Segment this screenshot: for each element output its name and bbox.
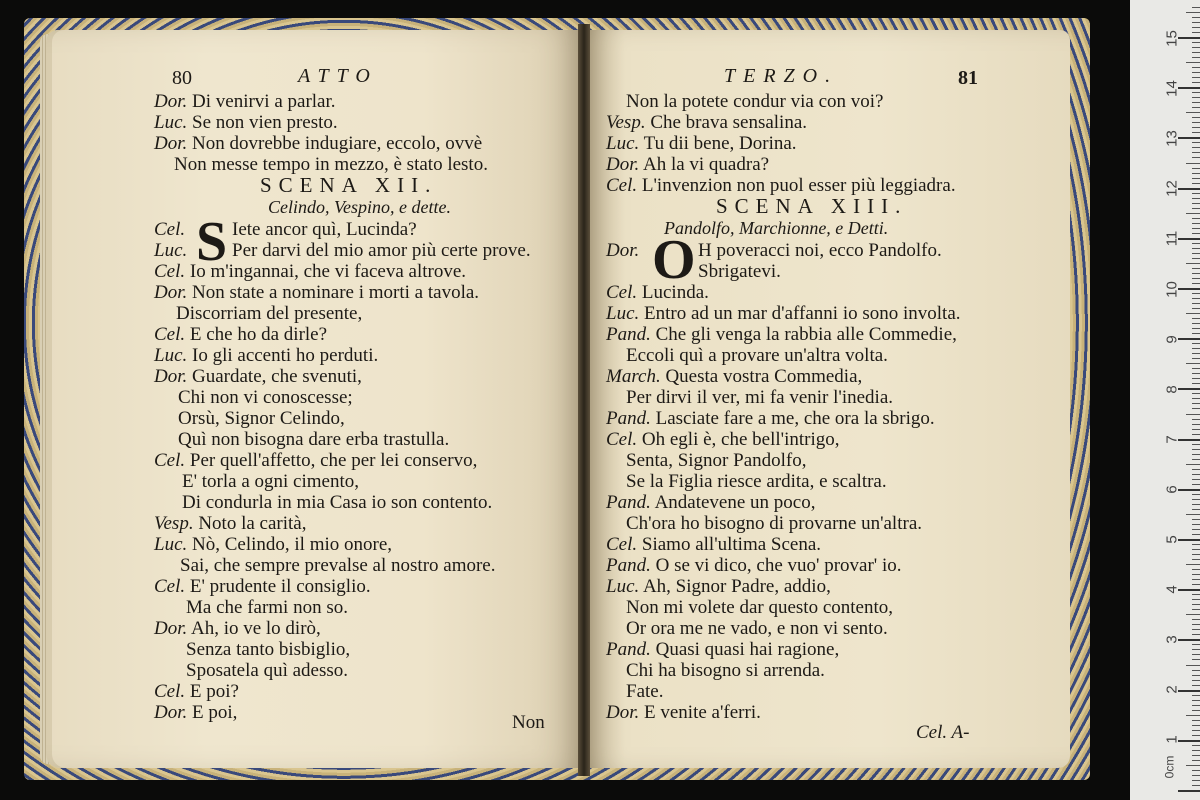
ruler-tick: [1192, 504, 1200, 505]
ruler-tick: [1186, 112, 1200, 113]
ruler-tick: [1192, 755, 1200, 756]
ruler-tick: [1192, 569, 1200, 570]
ruler-tick: [1192, 308, 1200, 309]
ruler-tick: [1192, 203, 1200, 204]
ruler-tick: [1192, 479, 1200, 480]
ruler-tick: [1178, 87, 1200, 89]
ruler-tick: [1192, 278, 1200, 279]
ruler-tick: [1192, 168, 1200, 169]
text-line: March. Questa vostra Commedia,: [606, 366, 863, 387]
text-line: Dor. Ah, io ve lo dirò,: [154, 618, 321, 639]
text-line: Senta, Signor Pandolfo,: [626, 450, 807, 471]
ruler-tick: [1192, 554, 1200, 555]
ruler-tick: [1192, 353, 1200, 354]
ruler-tick: [1192, 494, 1200, 495]
ruler-tick: [1192, 253, 1200, 254]
text-line: Ma che farmi non so.: [186, 597, 348, 618]
ruler-label: 9: [1163, 335, 1181, 344]
ruler-tick: [1192, 147, 1200, 148]
ruler-tick: [1192, 434, 1200, 435]
ruler-tick: [1192, 32, 1200, 33]
ruler-label: 3: [1163, 635, 1181, 644]
text-line: Or ora me ne vado, e non vi sento.: [626, 618, 888, 639]
text-line: Dor.: [606, 240, 640, 261]
ruler-label: 13: [1163, 130, 1181, 147]
catchword: Cel. A-: [916, 722, 970, 743]
ruler-tick: [1192, 393, 1200, 394]
ruler-tick: [1192, 67, 1200, 68]
ruler-tick: [1192, 760, 1200, 761]
text-line: Non la potete condur via con voi?: [626, 91, 884, 112]
ruler-tick: [1178, 439, 1200, 441]
text-line: Pand. Che gli venga la rabbia alle Commedie,: [606, 324, 957, 345]
ruler-tick: [1192, 243, 1200, 244]
ruler-tick: [1192, 27, 1200, 28]
ruler-tick: [1192, 519, 1200, 520]
text-line: Dor. Non dovrebbe indugiare, eccolo, ovvè: [154, 133, 483, 154]
ruler-tick: [1186, 213, 1200, 214]
left-page: [46, 30, 584, 768]
text-line: Cel. Oh egli è, che bell'intrigo,: [606, 429, 840, 450]
ruler-tick: [1192, 484, 1200, 485]
ruler-tick: [1192, 654, 1200, 655]
ruler-tick: [1192, 549, 1200, 550]
text-line: Luc.: [154, 240, 188, 261]
page-number: 80: [172, 67, 192, 89]
ruler-tick: [1192, 82, 1200, 83]
book-gutter: [578, 24, 590, 776]
ruler-tick: [1192, 710, 1200, 711]
ruler-tick: [1192, 107, 1200, 108]
text-line: Vesp. Noto la carità,: [154, 513, 307, 534]
ruler-tick: [1192, 157, 1200, 158]
text-line: Quì non bisogna dare erba trastulla.: [178, 429, 450, 450]
text-line: Sbrigatevi.: [698, 261, 781, 282]
ruler-tick: [1192, 358, 1200, 359]
ruler-tick: [1192, 378, 1200, 379]
ruler-tick: [1192, 268, 1200, 269]
ruler-tick: [1192, 604, 1200, 605]
running-header: ATTO: [298, 65, 378, 87]
ruler-label: 15: [1163, 30, 1181, 47]
ruler-tick: [1192, 644, 1200, 645]
running-header: TERZO.: [724, 65, 839, 87]
text-line: Iete ancor quì, Lucinda?: [232, 219, 417, 240]
ruler-tick: [1178, 690, 1200, 692]
ruler-tick: [1192, 670, 1200, 671]
text-line: Non messe tempo in mezzo, è stato lesto.: [174, 154, 488, 175]
ruler-tick: [1192, 685, 1200, 686]
ruler-tick: [1192, 7, 1200, 8]
ruler-tick: [1178, 790, 1200, 792]
text-line: Fate.: [626, 681, 664, 702]
ruler-tick: [1192, 454, 1200, 455]
ruler-tick: [1192, 223, 1200, 224]
ruler-label: 4: [1163, 585, 1181, 594]
ruler-tick: [1192, 117, 1200, 118]
text-line: Dor. Guardate, che svenuti,: [154, 366, 362, 387]
ruler-label: 8: [1163, 385, 1181, 394]
ruler-tick: [1192, 624, 1200, 625]
ruler-tick: [1192, 77, 1200, 78]
text-line: Pand. O se vi dico, che vuo' provar' io.: [606, 555, 902, 576]
ruler-label: 11: [1163, 230, 1181, 247]
ruler-label: 7: [1163, 435, 1181, 444]
ruler-label: 6: [1163, 485, 1181, 494]
text-line: Ch'ora ho bisogno di provarne un'altra.: [626, 513, 923, 534]
ruler-tick: [1178, 238, 1200, 240]
text-line: Di condurla in mia Casa io son contento.: [182, 492, 493, 513]
ruler-tick: [1192, 750, 1200, 751]
ruler-tick: [1186, 715, 1200, 716]
drop-cap: O: [652, 229, 696, 291]
ruler-tick: [1192, 42, 1200, 43]
ruler-tick: [1192, 333, 1200, 334]
measurement-ruler: [1130, 0, 1200, 800]
ruler-tick: [1192, 193, 1200, 194]
ruler-tick: [1192, 122, 1200, 123]
text-line: Dor. Non state a nominare i morti a tavola.: [154, 282, 480, 303]
ruler-tick: [1192, 544, 1200, 545]
text-line: Dor. Di venirvi a parlar.: [154, 91, 336, 112]
text-line: Cel. Siamo all'ultima Scena.: [606, 534, 822, 555]
text-line: Discorriam del presente,: [176, 303, 363, 324]
ruler-tick: [1178, 288, 1200, 290]
text-line: Luc. Tu dii bene, Dorina.: [606, 133, 797, 154]
ruler-tick: [1192, 218, 1200, 219]
ruler-tick: [1178, 388, 1200, 390]
text-line: Eccoli quì a provare un'altra volta.: [626, 345, 888, 366]
ruler-tick: [1192, 675, 1200, 676]
ruler-tick: [1192, 293, 1200, 294]
ruler-tick: [1186, 665, 1200, 666]
ruler-tick: [1192, 22, 1200, 23]
ruler-tick: [1192, 429, 1200, 430]
ruler-tick: [1192, 403, 1200, 404]
ruler-tick: [1192, 745, 1200, 746]
ruler-tick: [1178, 589, 1200, 591]
ruler-tick: [1186, 263, 1200, 264]
ruler-tick: [1192, 419, 1200, 420]
ruler-tick: [1192, 178, 1200, 179]
ruler-label: 12: [1163, 180, 1181, 197]
ruler-tick: [1192, 248, 1200, 249]
ruler-unit: 0cm: [1162, 755, 1177, 779]
text-line: Vesp. Che brava sensalina.: [606, 112, 808, 133]
scene-heading: SCENA XIII.: [716, 194, 908, 218]
ruler-tick: [1186, 12, 1200, 13]
ruler-tick: [1192, 72, 1200, 73]
ruler-tick: [1192, 52, 1200, 53]
ruler-tick: [1178, 37, 1200, 39]
text-line: Pand. Quasi quasi hai ragione,: [606, 639, 840, 660]
ruler-tick: [1192, 609, 1200, 610]
ruler-tick: [1192, 469, 1200, 470]
ruler-tick: [1192, 700, 1200, 701]
ruler-tick: [1178, 338, 1200, 340]
ruler-label: 14: [1163, 80, 1181, 97]
text-line: Dor. E poi,: [154, 702, 238, 723]
ruler-tick: [1192, 398, 1200, 399]
ruler-tick: [1192, 383, 1200, 384]
text-line: Se la Figlia riesce ardita, e scaltra.: [626, 471, 887, 492]
text-line: Senza tanto bisbiglio,: [186, 639, 351, 660]
text-line: Luc. Ah, Signor Padre, addio,: [606, 576, 831, 597]
ruler-tick: [1192, 283, 1200, 284]
drop-cap: S: [196, 211, 228, 273]
ruler-tick: [1192, 735, 1200, 736]
ruler-tick: [1192, 780, 1200, 781]
ruler-tick: [1186, 765, 1200, 766]
ruler-tick: [1192, 57, 1200, 58]
text-line: Non mi volete dar questo contento,: [626, 597, 893, 618]
ruler-tick: [1192, 680, 1200, 681]
ruler-tick: [1192, 594, 1200, 595]
ruler-tick: [1192, 579, 1200, 580]
ruler-tick: [1178, 539, 1200, 541]
ruler-tick: [1192, 629, 1200, 630]
ruler-tick: [1192, 228, 1200, 229]
ruler-tick: [1186, 163, 1200, 164]
ruler-tick: [1178, 740, 1200, 742]
text-line: Orsù, Signor Celindo,: [178, 408, 345, 429]
ruler-tick: [1186, 414, 1200, 415]
ruler-tick: [1192, 444, 1200, 445]
text-line: Cel. Per quell'affetto, che per lei conservo,: [154, 450, 478, 471]
ruler-tick: [1192, 720, 1200, 721]
ruler-tick: [1192, 368, 1200, 369]
text-line: Cel. E' prudente il consiglio.: [154, 576, 371, 597]
ruler-tick: [1178, 137, 1200, 139]
text-line: Per darvi del mio amor più certe prove.: [232, 240, 531, 261]
ruler-tick: [1192, 233, 1200, 234]
ruler-label: 10: [1163, 281, 1181, 298]
text-line: Sai, che sempre prevalse al nostro amore.: [180, 555, 496, 576]
scene-characters: Pandolfo, Marchionne, e Detti.: [664, 218, 889, 238]
text-line: Cel. Io m'ingannai, che vi faceva altrove.: [154, 261, 467, 282]
text-line: H poveracci noi, ecco Pandolfo.: [698, 240, 942, 261]
ruler-tick: [1192, 348, 1200, 349]
ruler-tick: [1178, 639, 1200, 641]
ruler-tick: [1192, 92, 1200, 93]
ruler-tick: [1178, 489, 1200, 491]
ruler-tick: [1192, 599, 1200, 600]
ruler-label: 5: [1163, 535, 1181, 544]
ruler-tick: [1192, 142, 1200, 143]
ruler-tick: [1192, 584, 1200, 585]
ruler-tick: [1192, 373, 1200, 374]
ruler-tick: [1192, 318, 1200, 319]
ruler-tick: [1192, 775, 1200, 776]
ruler-tick: [1192, 298, 1200, 299]
ruler-tick: [1192, 705, 1200, 706]
ruler-tick: [1192, 102, 1200, 103]
text-line: Sposatela quì adesso.: [186, 660, 349, 681]
text-line: Luc. Entro ad un mar d'affanni io sono involta.: [606, 303, 961, 324]
text-line: Cel. E che ho da dirle?: [154, 324, 328, 345]
ruler-tick: [1192, 17, 1200, 18]
ruler-tick: [1192, 634, 1200, 635]
ruler-tick: [1192, 343, 1200, 344]
ruler-tick: [1192, 273, 1200, 274]
text-line: Chi ha bisogno si arrenda.: [626, 660, 825, 681]
text-line: Per dirvi il ver, mi fa venir l'inedia.: [626, 387, 894, 408]
page-number: 81: [958, 67, 978, 89]
ruler-tick: [1192, 574, 1200, 575]
ruler-tick: [1192, 328, 1200, 329]
scene-heading: SCENA XII.: [260, 173, 438, 197]
ruler-tick: [1192, 619, 1200, 620]
text-line: Pand. Andatevene un poco,: [606, 492, 816, 513]
ruler-tick: [1192, 97, 1200, 98]
text-line: Dor. E venite a'ferri.: [606, 702, 761, 723]
text-line: Dor. Ah la vi quadra?: [606, 154, 770, 175]
ruler-tick: [1192, 649, 1200, 650]
ruler-tick: [1192, 127, 1200, 128]
ruler-tick: [1192, 408, 1200, 409]
ruler-tick: [1192, 173, 1200, 174]
ruler-tick: [1192, 509, 1200, 510]
ruler-tick: [1192, 459, 1200, 460]
ruler-tick: [1192, 785, 1200, 786]
ruler-tick: [1192, 770, 1200, 771]
text-line: E' torla a ogni cimento,: [182, 471, 360, 492]
ruler-tick: [1192, 725, 1200, 726]
ruler-tick: [1192, 499, 1200, 500]
ruler-tick: [1192, 303, 1200, 304]
ruler-tick: [1192, 152, 1200, 153]
text-line: Cel.: [154, 219, 186, 240]
ruler-tick: [1186, 62, 1200, 63]
ruler-tick: [1192, 449, 1200, 450]
ruler-tick: [1192, 559, 1200, 560]
ruler-tick: [1192, 47, 1200, 48]
ruler-tick: [1192, 208, 1200, 209]
ruler-tick: [1192, 730, 1200, 731]
ruler-tick: [1178, 188, 1200, 190]
ruler-tick: [1186, 564, 1200, 565]
ruler-tick: [1192, 183, 1200, 184]
ruler-tick: [1186, 363, 1200, 364]
text-line: Luc. Io gli accenti ho perduti.: [154, 345, 379, 366]
ruler-label: 2: [1163, 685, 1181, 694]
text-line: Cel. Lucinda.: [606, 282, 709, 303]
ruler-tick: [1192, 258, 1200, 259]
ruler-tick: [1192, 659, 1200, 660]
ruler-tick: [1192, 323, 1200, 324]
ruler-tick: [1186, 464, 1200, 465]
ruler-tick: [1192, 424, 1200, 425]
text-line: Chi non vi conoscesse;: [178, 387, 353, 408]
text-line: Luc. Nò, Celindo, il mio onore,: [154, 534, 393, 555]
text-line: Cel. L'invenzion non puol esser più leggiadra.: [606, 175, 956, 196]
ruler-tick: [1186, 514, 1200, 515]
scene-characters: Celindo, Vespino, e dette.: [268, 197, 451, 217]
text-line: Cel. E poi?: [154, 681, 239, 702]
ruler-tick: [1186, 313, 1200, 314]
ruler-tick: [1186, 614, 1200, 615]
ruler-tick: [1192, 198, 1200, 199]
ruler-tick: [1192, 695, 1200, 696]
catchword: Non: [512, 712, 545, 733]
right-page: [586, 30, 1070, 768]
ruler-label: 1: [1163, 735, 1181, 744]
text-line: Luc. Se non vien presto.: [154, 112, 338, 133]
text-line: Pand. Lasciate fare a me, che ora la sbrigo.: [606, 408, 935, 429]
ruler-tick: [1192, 534, 1200, 535]
ruler-tick: [1192, 529, 1200, 530]
ruler-tick: [1192, 474, 1200, 475]
ruler-tick: [1192, 132, 1200, 133]
ruler-tick: [1192, 524, 1200, 525]
